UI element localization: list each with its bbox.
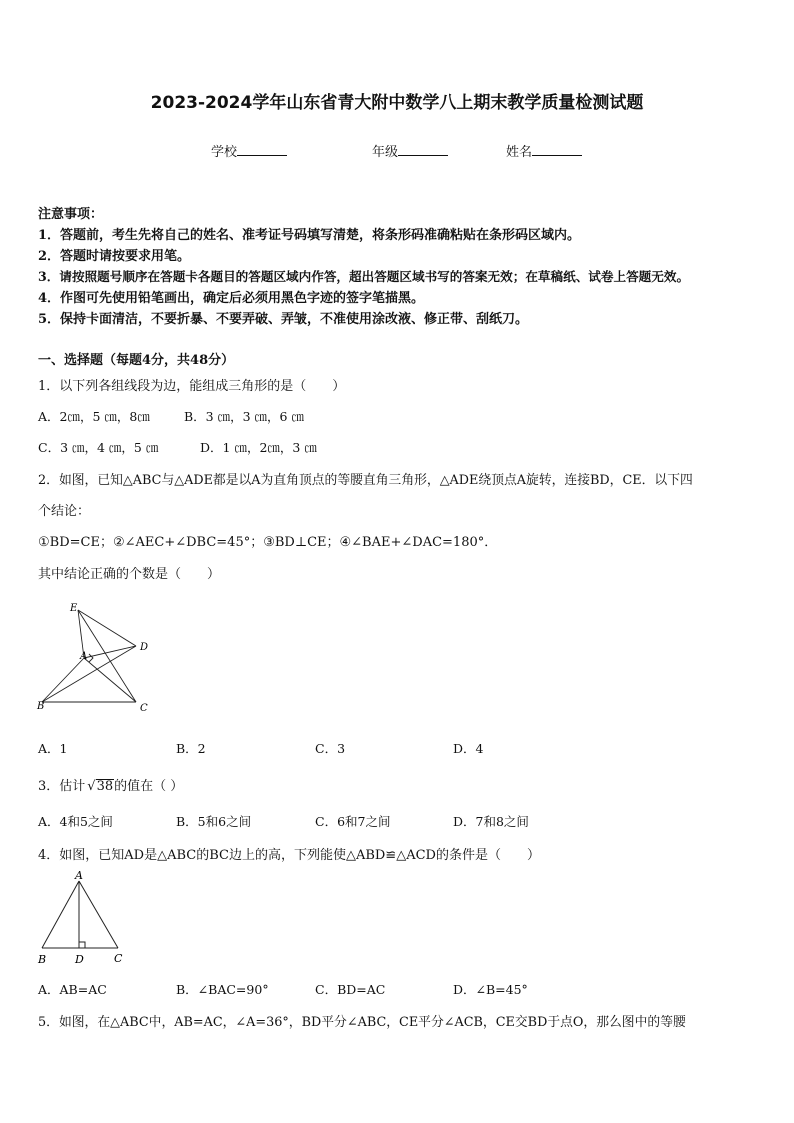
notice-item-4: 4．作图可先使用铅笔画出，确定后必须用黑色字迹的签字笔描黑。 bbox=[38, 291, 425, 306]
name-label: 姓名 bbox=[506, 145, 533, 160]
q2-label-c: C bbox=[140, 703, 148, 714]
name-blank bbox=[532, 143, 582, 156]
q4-figure bbox=[34, 868, 134, 968]
q2-option-d: D．4 bbox=[453, 741, 484, 756]
q1-option-c: C．3 ㎝，4 ㎝，5 ㎝ bbox=[38, 440, 159, 455]
notice-item-5: 5．保持卡面清洁，不要折暴、不要弄破、弄皱，不准使用涂改液、修正带、刮纸刀。 bbox=[38, 312, 529, 327]
q3-radicand: 38 bbox=[96, 779, 114, 794]
q2-segment-ac bbox=[84, 658, 136, 702]
q1-option-d: D．1 ㎝，2㎝，3 ㎝ bbox=[200, 440, 317, 455]
q2-segment-ed bbox=[78, 610, 136, 646]
q2-label-b: B bbox=[37, 701, 45, 712]
q4-label-d: D bbox=[75, 953, 84, 966]
q4-option-c: C．BD=AC bbox=[315, 982, 386, 997]
notice-item-3: 3．请按照题号顺序在答题卡各题目的答题区域内作答，超出答题区域书写的答案无效；在草稿纸、试卷上答题无效。 bbox=[38, 269, 690, 284]
q2-right-angle-mark bbox=[89, 654, 93, 662]
q2-figure bbox=[34, 598, 164, 716]
q3-option-b: B．5和6之间 bbox=[176, 814, 252, 829]
name-field bbox=[506, 141, 582, 160]
q2-stem-line2: 个结论： bbox=[38, 504, 91, 519]
q1-option-a: A．2㎝，5 ㎝，8㎝ bbox=[38, 409, 150, 424]
q2-stem-line1: 2．如图，已知△ABC与△ADE都是以A为直角顶点的等腰直角三角形，△ADE绕顶点A旋转，连接BD，CE．以下四 bbox=[38, 473, 693, 488]
q2-conclusions: ①BD=CE；②∠AEC+∠DBC=45°；③BD⊥CE；④∠BAE+∠DAC=180°． bbox=[38, 535, 498, 550]
notice-heading: 注意事项： bbox=[38, 207, 104, 222]
q3-option-d: D．7和8之间 bbox=[453, 814, 529, 829]
q4-option-d: D．∠B=45° bbox=[453, 982, 528, 997]
q4-label-a: A bbox=[75, 869, 83, 882]
school-blank bbox=[237, 143, 287, 156]
q4-segment-ac bbox=[79, 881, 118, 948]
page-title: 2023-2024学年山东省青大附中数学八上期末教学质量检测试题 bbox=[150, 93, 644, 113]
q2-label-e: E bbox=[70, 603, 78, 614]
school-label: 学校 bbox=[211, 145, 238, 160]
q3-stem-pre: 3．估计 bbox=[38, 779, 86, 794]
grade-field bbox=[372, 141, 448, 160]
q3-stem: 3．估计 √38的值在（ ） bbox=[38, 779, 184, 794]
notice-item-2: 2．答题时请按要求用笔。 bbox=[38, 249, 191, 264]
q3-option-a: A．4和5之间 bbox=[38, 814, 113, 829]
q4-stem: 4．如图，已知AD是△ABC的BC边上的高，下列能使△ABD≌△ACD的条件是（ ） bbox=[38, 848, 540, 863]
q2-option-b: B．2 bbox=[176, 741, 206, 756]
q4-label-b: B bbox=[38, 953, 47, 966]
q2-option-a: A．1 bbox=[38, 741, 68, 756]
grade-label: 年级 bbox=[372, 145, 399, 160]
section-heading: 一、选择题（每题4分，共48分） bbox=[38, 353, 235, 368]
q2-option-c: C．3 bbox=[315, 741, 346, 756]
grade-blank bbox=[398, 143, 448, 156]
q4-option-b: B．∠BAC=90° bbox=[176, 982, 269, 997]
notice-item-1: 1．答题前，考生先将自己的姓名、准考证号码填写清楚，将条形码准确粘贴在条形码区域内。 bbox=[38, 228, 581, 243]
q1-stem: 1．以下列各组线段为边，能组成三角形的是（ ） bbox=[38, 379, 346, 394]
q2-stem-line3: 其中结论正确的个数是（ ） bbox=[38, 567, 221, 582]
q3-option-c: C．6和7之间 bbox=[315, 814, 391, 829]
q5-stem: 5．如图，在△ABC中，AB=AC，∠A=36°，BD平分∠ABC，CE平分∠ACB，CE交BD于点O，那么图中的等腰 bbox=[38, 1015, 686, 1030]
school-field bbox=[211, 141, 287, 160]
q4-segment-ab bbox=[42, 881, 79, 948]
q2-label-a: A bbox=[80, 651, 88, 662]
q2-label-d: D bbox=[140, 642, 149, 653]
q4-option-a: A．AB=AC bbox=[38, 982, 107, 997]
q4-label-c: C bbox=[114, 952, 123, 965]
q4-right-angle-mark bbox=[79, 942, 85, 948]
q3-stem-post: 的值在（ ） bbox=[114, 779, 184, 794]
q2-segment-ba bbox=[42, 658, 84, 702]
q1-option-b: B．3 ㎝，3 ㎝，6 ㎝ bbox=[184, 409, 304, 424]
